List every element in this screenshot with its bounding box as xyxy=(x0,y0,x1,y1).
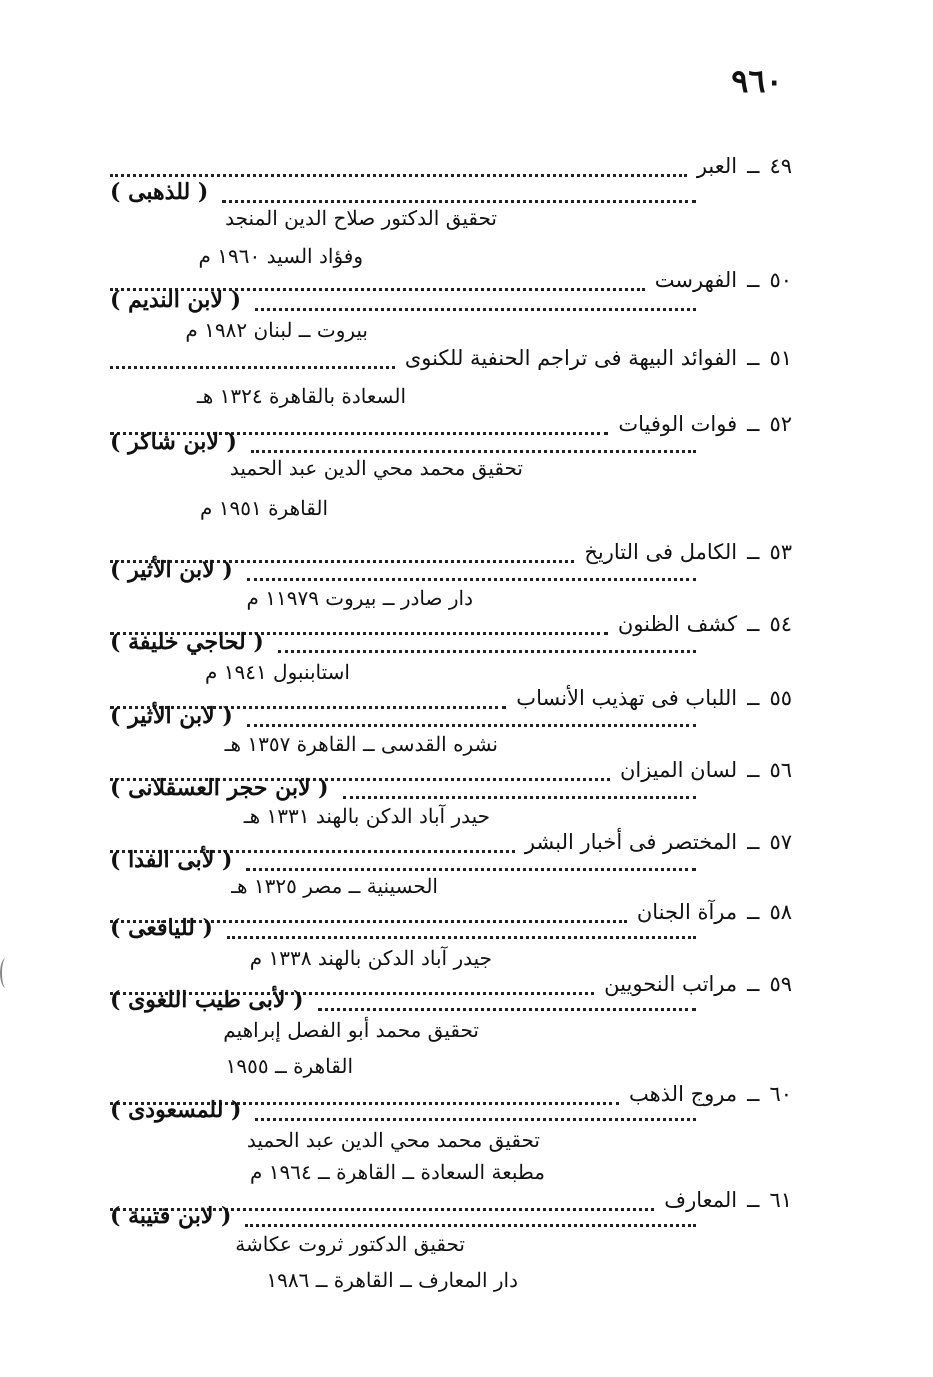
entry-author: ( لأبى طيب اللغوى ) xyxy=(110,987,304,1013)
entry-number: ٥٢ xyxy=(769,412,792,436)
entry-detail: القاهرة ١٩٥١ م xyxy=(200,496,328,520)
entry-title: المختصر فى أخبار البشر xyxy=(524,830,738,854)
entry-detail: جيدر آباد الدكن بالهند ١٣٣٨ م xyxy=(249,946,492,970)
leader-dots xyxy=(110,364,395,369)
entry-title: الفوائد البيهة فى تراجم الحنفية للكنوى xyxy=(404,346,738,370)
entry-title-line: ٥٣ ــ الكامل فى التاريخ xyxy=(110,534,792,570)
entry-number: ٥٣ xyxy=(769,540,792,564)
entry-number: ٦٠ xyxy=(769,1082,792,1106)
entry-detail: دار صادر ــ بيروت ١١٩٧٩ م xyxy=(246,586,473,610)
entry-detail: استابنبول ١٩٤١ م xyxy=(204,660,350,684)
entry-author: ( لأبى الفدا ) xyxy=(110,847,233,873)
entry-number: ٦١ xyxy=(769,1188,792,1212)
leader-dots xyxy=(255,1116,696,1121)
entry-title: لسان الميزان xyxy=(619,758,738,782)
entry-title: اللباب فى تهذيب الأنساب xyxy=(516,686,738,710)
entry-detail: تحقيق الدكتور صلاح الدين المنجد xyxy=(225,206,497,230)
entry-title-line: ٥٤ ــ كشف الظنون xyxy=(110,606,792,642)
entry-title-line: ٦١ ــ المعارف xyxy=(110,1182,792,1218)
entry-author: ( للمسعودى ) xyxy=(110,1097,242,1123)
entry-title-line: ٥٩ ــ مراتب النحويين xyxy=(110,966,792,1002)
entry-detail: بيروت ــ لبنان ١٩٨٢ م xyxy=(185,318,368,342)
entry-number: ٥٠ xyxy=(769,268,792,292)
entry-title: المعارف xyxy=(664,1188,738,1212)
entry-number: ٤٩ xyxy=(769,154,792,178)
entry-title: العبر xyxy=(696,154,738,178)
entry-detail: تحقيق محمد أبو الفصل إبراهيم xyxy=(223,1018,479,1042)
entry-title: الفهرست xyxy=(654,268,738,292)
entry-author: ( للذهبى ) xyxy=(110,179,209,205)
entry-author: ( لابن الأثير ) xyxy=(110,557,233,583)
entry-number: ٥٤ xyxy=(769,612,792,636)
entry-author: ( لابن شاكر ) xyxy=(110,429,237,455)
entry-author: ( لابن حجر العسقلانى ) xyxy=(110,775,329,801)
leader-dots xyxy=(255,306,696,311)
entry-title-line: ٥٠ ــ الفهرست xyxy=(110,262,792,298)
entry-detail: الحسينية ــ مصر ١٣٢٥ هـ xyxy=(231,874,438,898)
entry-title: كشف الظنون xyxy=(617,612,738,636)
entry-detail: حيدر آباد الدكن بالهند ١٣٣١ هـ xyxy=(243,804,490,828)
entry-author: ( لحاجي خليفة ) xyxy=(110,629,264,655)
entry-title-line: ٥٥ ــ اللباب فى تهذيب الأنساب xyxy=(110,680,792,716)
entry-detail: القاهرة ــ ١٩٥٥ xyxy=(225,1054,353,1078)
entry-number: ٥٧ xyxy=(769,830,792,854)
entry-detail: تحقيق محمد محي الدين عبد الحميد xyxy=(229,456,523,480)
entry-detail: تحقيق محمد محي الدين عبد الحميد xyxy=(246,1128,540,1152)
entry-author: ( لابن النديم ) xyxy=(110,287,241,313)
leader-dots xyxy=(227,934,696,939)
entry-detail: وفؤاد السيد ١٩٦٠ م xyxy=(198,244,363,268)
entry-detail: مطبعة السعادة ــ القاهرة ــ ١٩٦٤ م xyxy=(249,1160,545,1184)
entry-title-line: ٦٠ ــ مروج الذهب xyxy=(110,1076,792,1112)
entry-author: ( لابن قتيبة ) xyxy=(110,1203,232,1229)
entry-detail: دار المعارف ــ القاهرة ــ ١٩٨٦ xyxy=(266,1268,518,1292)
entry-number: ٥٩ xyxy=(769,972,792,996)
entry-title: فوات الوفيات xyxy=(618,412,738,436)
entry-title-line: ٥٦ ــ لسان الميزان xyxy=(110,752,792,788)
entry-author-line xyxy=(110,624,710,660)
entry-detail: نشره القدسى ــ القاهرة ١٣٥٧ هـ xyxy=(224,732,498,756)
entry-author: ( لليافعى ) xyxy=(110,915,213,941)
entry-detail: السعادة بالقاهرة ١٣٢٤ هـ xyxy=(196,384,406,408)
leader-dots xyxy=(318,1006,696,1011)
page-edge-mark xyxy=(0,958,12,988)
entry-number: ٥٥ xyxy=(769,686,792,710)
entry-number: ٥٦ xyxy=(769,758,792,782)
entry-number: ٥٨ xyxy=(769,900,792,924)
entry-title: مروج الذهب xyxy=(628,1082,738,1106)
entry-title-line: ٥١ ــ الفوائد البيهة فى تراجم الحنفية للكنوى xyxy=(110,340,792,376)
entry-number: ٥١ xyxy=(769,346,792,370)
leader-dots xyxy=(278,648,696,653)
entry-detail: تحقيق الدكتور ثروت عكاشة xyxy=(235,1232,465,1256)
entry-author: ( لابن الأثير ) xyxy=(110,703,233,729)
entry-title-line: ٥٧ ــ المختصر فى أخبار البشر xyxy=(110,824,792,860)
entry-title: مرآة الجنان xyxy=(636,900,738,924)
page-number: ٩٦٠ xyxy=(731,62,783,100)
entry-title-line: ٤٩ ــ العبر xyxy=(110,148,792,184)
entry-title-line: ٥٢ ــ فوات الوفيات xyxy=(110,406,792,442)
entry-title: مراتب النحويين xyxy=(604,972,738,996)
entry-title-line: ٥٨ ــ مرآة الجنان xyxy=(110,894,792,930)
entry-title: الكامل فى التاريخ xyxy=(584,540,738,564)
